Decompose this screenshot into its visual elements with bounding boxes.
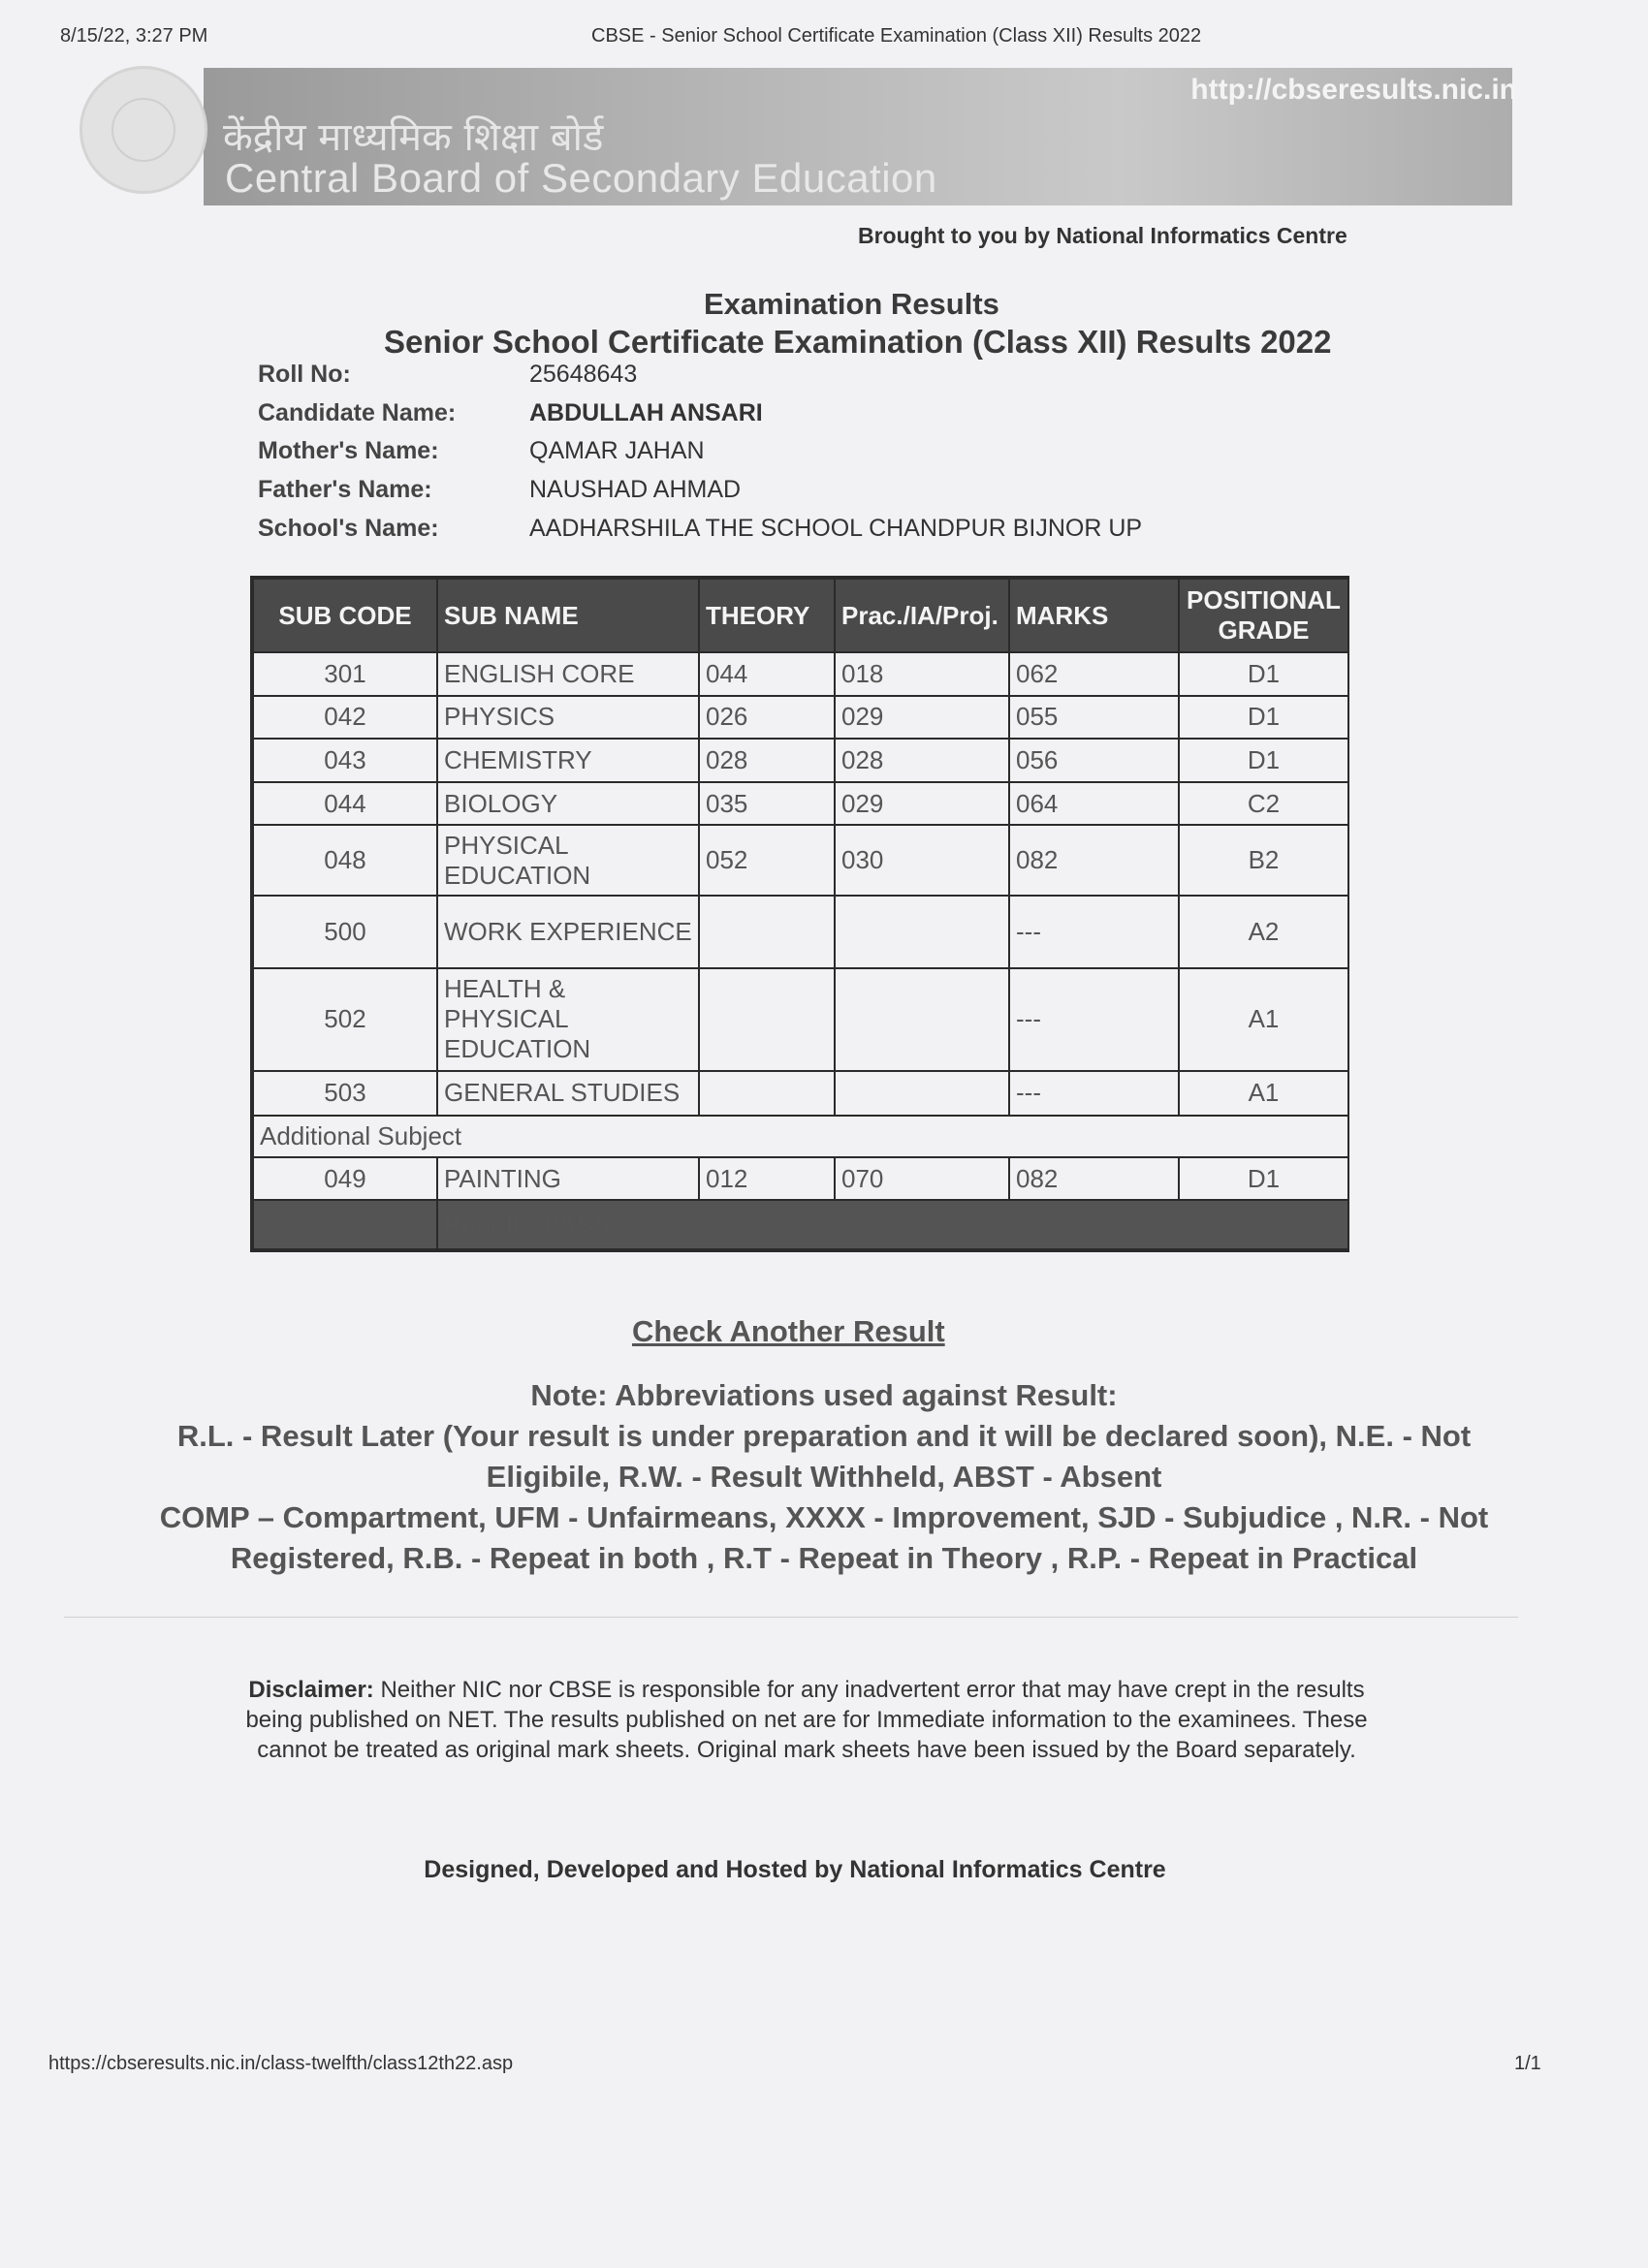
sub-code-cell: 503 <box>253 1071 437 1117</box>
father-name-label: Father's Name: <box>258 476 432 503</box>
additional-subject-row <box>253 1116 1348 1157</box>
theory-cell: 052 <box>699 825 835 896</box>
marks-cell: 062 <box>1009 652 1179 696</box>
table-row <box>253 1157 1348 1201</box>
print-page-number: 1/1 <box>1514 2053 1541 2074</box>
banner-english-title: Central Board of Secondary Education <box>225 155 937 201</box>
grade-cell: B2 <box>1179 825 1348 896</box>
sub-name-cell: WORK EXPERIENCE <box>437 896 699 968</box>
sub-name-cell: CHEMISTRY <box>437 739 699 782</box>
header-positional-grade: POSITIONAL GRADE <box>1179 579 1348 652</box>
print-page-title: CBSE - Senior School Certificate Examination (Class XII) Results 2022 <box>591 25 1202 47</box>
note-line: COMP – Compartment, UFM - Unfairmeans, XXXX - Improvement, SJD - Subjudice , N.R. - Not <box>159 1500 1489 1534</box>
header-marks: MARKS <box>1009 579 1179 652</box>
roll-value: 25648643 <box>529 361 638 388</box>
theory-cell: 044 <box>699 652 835 696</box>
table-row <box>253 896 1348 968</box>
theory-cell: 028 <box>699 739 835 782</box>
sub-code-cell: 048 <box>253 825 437 896</box>
table-row <box>253 696 1348 740</box>
table-row <box>253 1071 1348 1117</box>
theory-cell <box>699 896 835 968</box>
sub-name-cell: BIOLOGY <box>437 782 699 826</box>
marks-cell: 064 <box>1009 782 1179 826</box>
candidate-name-label: Candidate Name: <box>258 399 457 426</box>
theory-cell <box>699 1071 835 1117</box>
practical-cell: 030 <box>835 825 1009 896</box>
sub-code-cell: 500 <box>253 896 437 968</box>
designed-by-text: Designed, Developed and Hosted by National Informatics Centre <box>424 1856 1166 1883</box>
marks-cell: --- <box>1009 1071 1179 1117</box>
theory-cell <box>699 968 835 1070</box>
theory-cell: 035 <box>699 782 835 826</box>
sub-name-cell: GENERAL STUDIES <box>437 1071 699 1117</box>
table-header-row <box>253 579 1348 652</box>
table-row <box>253 825 1348 896</box>
marks-cell: 082 <box>1009 1157 1179 1201</box>
disclaimer-label: Disclaimer: <box>248 1677 374 1703</box>
cbse-emblem-icon <box>79 66 207 194</box>
disclaimer <box>244 1675 1369 1765</box>
theory-cell: 012 <box>699 1157 835 1201</box>
sub-code-cell: 301 <box>253 652 437 696</box>
practical-cell <box>835 1071 1009 1117</box>
candidate-name-value: ABDULLAH ANSARI <box>529 399 763 426</box>
practical-cell: 028 <box>835 739 1009 782</box>
brought-by-text: Brought to you by National Informatics Centre <box>858 223 1347 248</box>
additional-subject-label: Additional Subject <box>253 1116 1348 1157</box>
sub-name-cell: PAINTING <box>437 1157 699 1201</box>
marks-cell: --- <box>1009 896 1179 968</box>
sub-code-cell: 502 <box>253 968 437 1070</box>
marks-cell: 082 <box>1009 825 1179 896</box>
divider <box>64 1617 1518 1618</box>
results-table <box>250 576 1349 1252</box>
header-sub-name: SUB NAME <box>437 579 699 652</box>
banner-hindi-title: केंद्रीय माध्यमिक शिक्षा बोर्ड <box>223 115 604 160</box>
table-row <box>253 739 1348 782</box>
school-name-label: School's Name: <box>258 515 439 542</box>
mother-name-value: QAMAR JAHAN <box>529 437 705 464</box>
result-row <box>253 1200 1348 1249</box>
theory-cell: 026 <box>699 696 835 740</box>
practical-cell <box>835 968 1009 1070</box>
grade-cell: D1 <box>1179 652 1348 696</box>
header-theory: THEORY <box>699 579 835 652</box>
header-sub-code: SUB CODE <box>253 579 437 652</box>
header-practical: Prac./IA/Proj. <box>835 579 1009 652</box>
print-datetime: 8/15/22, 3:27 PM <box>60 25 208 47</box>
note-line: Eligibile, R.W. - Result Withheld, ABST - Absent <box>486 1460 1162 1494</box>
grade-cell: A1 <box>1179 1071 1348 1117</box>
table-row <box>253 652 1348 696</box>
table-row <box>253 782 1348 826</box>
print-footer-url: https://cbseresults.nic.in/class-twelfth/class12th22.asp <box>48 2053 514 2074</box>
grade-cell: C2 <box>1179 782 1348 826</box>
sub-name-cell: PHYSICS <box>437 696 699 740</box>
practical-cell: 029 <box>835 782 1009 826</box>
roll-label: Roll No: <box>258 361 351 388</box>
grade-cell: D1 <box>1179 739 1348 782</box>
table-row <box>253 968 1348 1070</box>
result-spacer <box>253 1200 437 1249</box>
check-another-result-link[interactable]: Check Another Result <box>632 1314 945 1348</box>
notes-title: Note: Abbreviations used against Result: <box>530 1378 1118 1412</box>
practical-cell: 029 <box>835 696 1009 740</box>
practical-cell: 070 <box>835 1157 1009 1201</box>
page-title: Examination Results <box>704 287 999 321</box>
practical-cell <box>835 896 1009 968</box>
banner-site-url[interactable]: http://cbseresults.nic.in <box>1190 74 1517 106</box>
marks-cell: 056 <box>1009 739 1179 782</box>
school-name-value: AADHARSHILA THE SCHOOL CHANDPUR BIJNOR UP <box>529 515 1143 542</box>
sub-code-cell: 044 <box>253 782 437 826</box>
practical-cell: 018 <box>835 652 1009 696</box>
sub-name-cell: PHYSICAL EDUCATION <box>437 825 699 896</box>
marks-cell: 055 <box>1009 696 1179 740</box>
sub-code-cell: 043 <box>253 739 437 782</box>
grade-cell: D1 <box>1179 696 1348 740</box>
note-line: Registered, R.B. - Repeat in both , R.T - Repeat in Theory , R.P. - Repeat in Practical <box>230 1541 1418 1575</box>
marks-cell: --- <box>1009 968 1179 1070</box>
note-line: R.L. - Result Later (Your result is under preparation and it will be declared soon), N.E. - Not <box>176 1419 1472 1453</box>
sub-name-cell: HEALTH & PHYSICAL EDUCATION <box>437 968 699 1070</box>
result-status: Result : PASS <box>437 1200 1348 1249</box>
exam-subtitle: Senior School Certificate Examination (Class XII) Results 2022 <box>384 324 1332 360</box>
grade-cell: A1 <box>1179 968 1348 1070</box>
sub-code-cell: 049 <box>253 1157 437 1201</box>
sub-code-cell: 042 <box>253 696 437 740</box>
grade-cell: A2 <box>1179 896 1348 968</box>
mother-name-label: Mother's Name: <box>258 437 439 464</box>
father-name-value: NAUSHAD AHMAD <box>529 476 742 503</box>
grade-cell: D1 <box>1179 1157 1348 1201</box>
sub-name-cell: ENGLISH CORE <box>437 652 699 696</box>
disclaimer-text: Neither NIC nor CBSE is responsible for any inadvertent error that may have crept in the results being published on NET. The results published on net are for Immediate information to the examinees. These cannot be treated as original mark sheets. Original mark sheets have been issued by the Board separately. <box>245 1677 1368 1763</box>
